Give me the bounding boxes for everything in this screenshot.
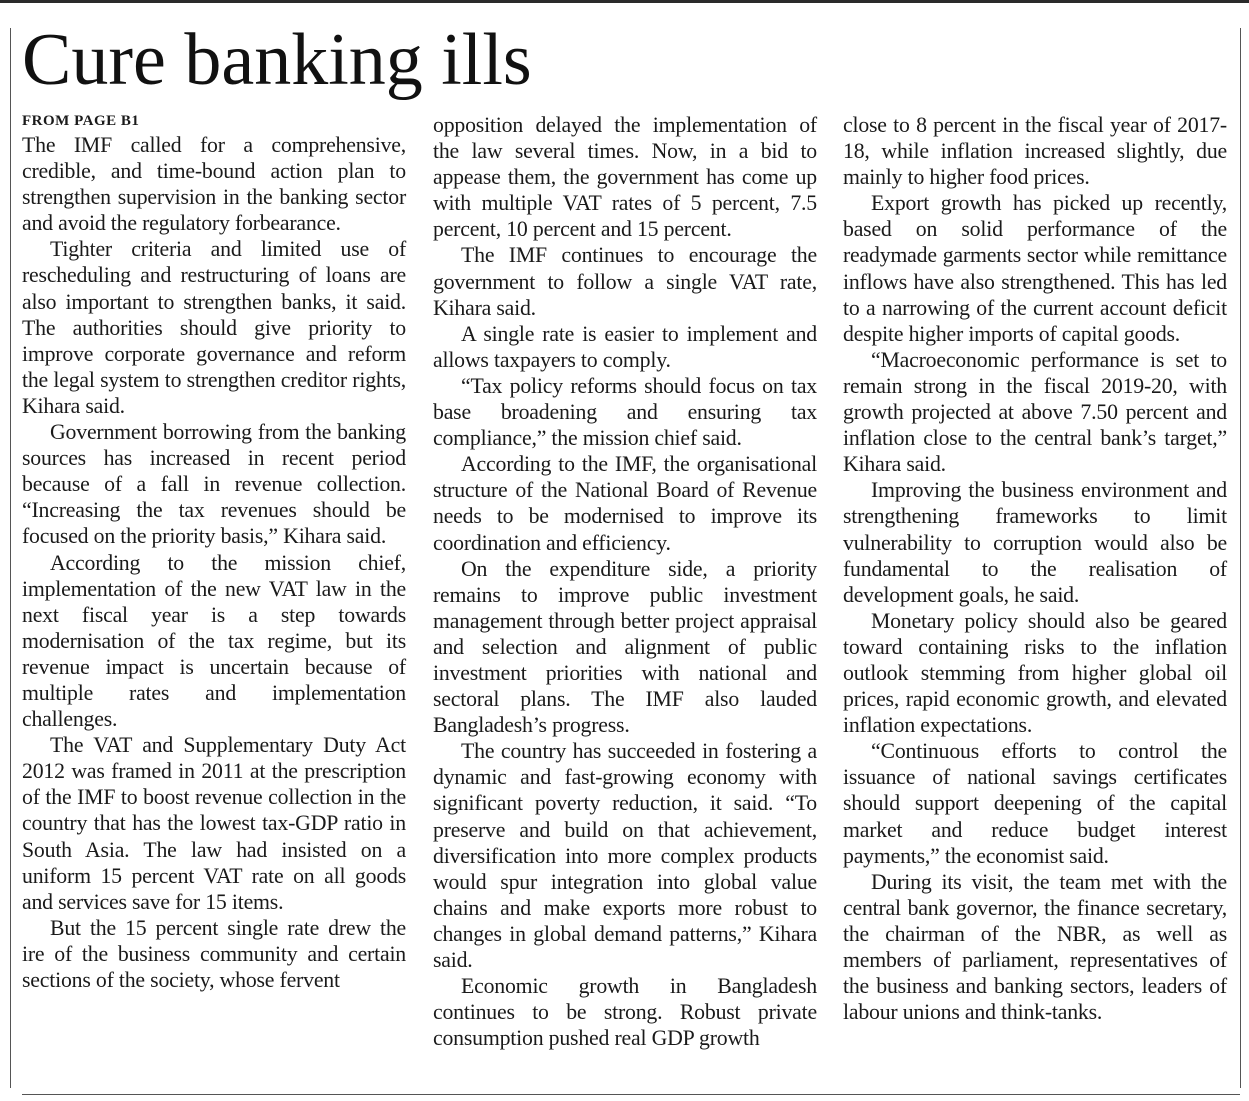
paragraph: According to the IMF, the organisational structure of the National Board of Revenue needs to be modernised to improve its coordination and efficiency. [433, 452, 817, 555]
article-column-2 [433, 112, 817, 1051]
paragraph: “Continuous efforts to control the issuance of national savings certificates should support deepening of the capital market and reduce budget interest payments,” the economist said. [843, 739, 1227, 868]
paragraph: Monetary policy should also be geared toward containing risks to the inflation outlook stemming from higher global oil prices, rapid economic growth, and elevated inflation expectations. [843, 608, 1227, 738]
article-column-3 [843, 112, 1227, 1025]
paragraph: opposition delayed the implementation of the law several times. Now, in a bid to appease them, the government has come up with multiple VAT rates of 5 percent, 7.5 percent, 10 percent and 15 percent. [433, 113, 817, 242]
top-rule [0, 0, 1249, 3]
paragraph: close to 8 percent in the fiscal year of 2017-18, while inflation increased slightly, due mainly to higher food prices. [843, 113, 1227, 190]
paragraph: Improving the business environment and strengthening frameworks to limit vulnerability to corruption would also be fundamental to the realisation of development goals, he said. [843, 478, 1227, 607]
bottom-rule [22, 1094, 1240, 1095]
kicker: FROM PAGE B1 [22, 113, 140, 129]
right-border-rule [1240, 28, 1241, 1088]
paragraph: The IMF continues to encourage the government to follow a single VAT rate, Kihara said. [433, 243, 817, 320]
paragraph: “Macroeconomic performance is set to remain strong in the fiscal 2019-20, with growth projected at above 7.50 percent and inflation close to the central bank’s target,” Kihara said. [843, 347, 1227, 477]
paragraph: The country has succeeded in fostering a dynamic and fast-growing economy with significant poverty reduction, it said. “To preserve and build on that achievement, diversification into more complex products would spur integration into global value chains and make exports more robust to changes in global demand patterns,” Kihara said. [433, 739, 817, 972]
headline: Cure banking ills [22, 19, 532, 101]
left-border-rule [10, 28, 11, 1088]
article-column-1 [22, 112, 406, 993]
paragraph: A single rate is easier to implement and allows taxpayers to comply. [433, 321, 817, 372]
paragraph: “Tax policy reforms should focus on tax base broadening and ensuring tax compliance,” the mission chief said. [433, 373, 817, 451]
paragraph: Export growth has picked up recently, based on solid performance of the readymade garments sector while remittance inflows have also strengthened. This has led to a narrowing of the current account deficit despite higher imports of capital goods. [843, 191, 1227, 346]
paragraph: According to the mission chief, implementation of the new VAT law in the next fiscal year is a step towards modernisation of the tax regime, but its revenue impact is uncertain because of multiple rates and implementation challenges. [22, 550, 406, 732]
paragraph: On the expenditure side, a priority remains to improve public investment management through better project appraisal and selection and alignment of public investment priorities with national and sectoral plans. The IMF also lauded Bangladesh’s progress. [433, 556, 817, 738]
paragraph: But the 15 percent single rate drew the ire of the business community and certain sections of the society, whose fervent [22, 915, 406, 992]
paragraph: The IMF called for a comprehensive, credible, and time-bound action plan to strengthen supervision in the banking sector and avoid the regulatory forbearance. [22, 133, 406, 236]
paragraph: Government borrowing from the banking sources has increased in recent period because of a fall in revenue collection. “Increasing the tax revenues should be focused on the priority basis,” Kihara said. [22, 420, 406, 549]
paragraph: During its visit, the team met with the central bank governor, the finance secretary, the chairman of the NBR, as well as members of parliament, representatives of the business and banking sectors, leaders of labour unions and think-tanks. [843, 869, 1227, 1025]
paragraph: The VAT and Supplementary Duty Act 2012 was framed in 2011 at the prescription of the IMF to boost revenue collection in the country that has the lowest tax-GDP ratio in South Asia. The law had insisted on a uniform 15 percent VAT rate on all goods and services save for 15 items. [22, 733, 406, 914]
paragraph: Tighter criteria and limited use of rescheduling and restructuring of loans are also important to strengthen banks, it said. The authorities should give priority to improve corporate governance and reform the legal system to strengthen creditor rights, Kihara said. [22, 237, 406, 418]
paragraph: Economic growth in Bangladesh continues to be strong. Robust private consumption pushed real GDP growth [433, 974, 817, 1051]
